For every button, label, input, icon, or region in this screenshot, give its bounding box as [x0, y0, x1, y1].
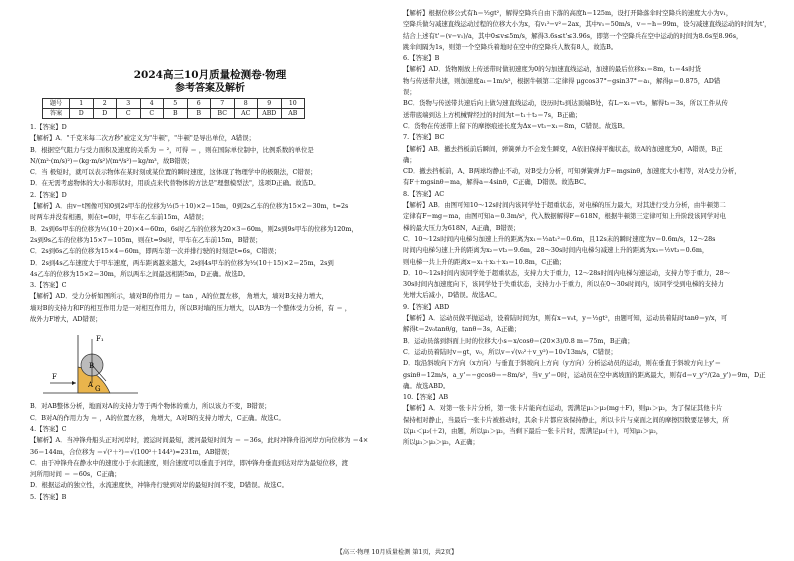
answer-cell: C — [117, 109, 141, 119]
question-number: 4 — [140, 99, 164, 109]
text-line: 结合上述有t'＝(v−v₁)/a，其中0≤v≤5m/s，解得3.6s≤t'≤3.96s，即第一个空降兵在空中运动的时间为8.6s至8.96s， — [403, 31, 743, 40]
right-column — [403, 8, 777, 449]
text-line: D．在无需考虑物体的大小和形状时，用质点来代替物体的方法是"理想模型法"，选项D正确。故选D。 — [30, 179, 320, 188]
text-line: N/(m²·(m/s)²)＝(kg·m/s²)/(m⁴/s²)＝kg/m³，故B错误； — [30, 156, 194, 165]
text-line: B．2s到6s甲车的位移为½(10＋20)×4＝60m，6s时乙车的位移为20×3＝60m，则2s到9s甲车的位移为120m， — [30, 224, 358, 233]
label-g: G — [95, 385, 101, 394]
answer-cell: D — [70, 109, 94, 119]
answer-cell: BC — [211, 109, 235, 119]
page-subtitle: 参考答案及解析 — [175, 83, 245, 94]
text-line: 36＝144m，合位移为 ＝√(²＋²)＝√(100²＋144²)≈231m，AB错误； — [30, 447, 234, 456]
text-line: 河所用时间 ＝ ＝60s，C正确； — [30, 470, 121, 479]
text-line: B．根据空气阻力与受力面积及速度的关系为 ＝ ²，可得 ＝ ，则在国际单位制中，比例系数的单位是 — [30, 145, 314, 154]
text-line: 10.【答案】AB — [403, 393, 449, 402]
text-line: D．10～12s时间内该同学处于超重状态，支持力大于重力，12～28s时间内电梯匀速运动，支持力等于重力，28～ — [403, 268, 731, 277]
text-line: C．运动员着陆时v＝gt，v₀，所以v＝√(v₀²＋v_y²)＝10√13m/s，C错误； — [403, 347, 617, 356]
text-line: 先增大后减小，D错误。故选AC。 — [403, 291, 501, 300]
answer-table-number-row — [43, 99, 305, 109]
text-line: 【解析】A．对第一张卡片分析，第一张卡片能向右运动，需满足μ₁＞μ₂(mg＋F)，则μ₁＞μ₂，为了保证其他卡片 — [403, 404, 723, 413]
text-line: 时间内电梯匀速上升的距离为x₂＝vt₂＝9.6m，28～30s时间内电梯匀减速上升的距离为x₃＝½vt₃＝0.6m， — [403, 246, 709, 255]
text-line: 【解析】A．由v−t图像可知0到2s甲车的位移为½(5＋10)×2＝15m，0到2s乙车的位移为15×2＝30m，t=2s — [30, 202, 349, 211]
text-line: 【解析】AD．受力分析如图所示，墙对B的作用力 ＝ tan ，A的位置左移， 角增大，墙对B支持力增大， — [30, 292, 328, 301]
text-line: 2.【答案】D — [30, 190, 67, 199]
text-line: 8.【答案】AC — [403, 189, 445, 198]
text-line: C．2s到6s乙车的位移为15×4＝60m，即两车第一次并排行驶的时刻是t=6s，C错误； — [30, 247, 281, 256]
text-line: 7.【答案】BC — [403, 133, 445, 142]
text-line: C．货物在传送带上留下的摩擦痕迹长度为Δx＝vt₁−x₁＝8m，C错误。故选B。 — [403, 121, 629, 130]
text-line: 所以μ₁＞μ₃＞μ₂，A正确； — [403, 438, 479, 447]
text-line: 5.【答案】B — [30, 492, 67, 501]
text-line: 【解析】AD．货物刚放上传送带时做初速度为0的匀加速直线运动，加速的最后位移x₁＝8m，t₁＝4s时货 — [403, 65, 702, 74]
answer-cell: B — [187, 109, 211, 119]
text-line: 6.【答案】B — [403, 54, 440, 63]
text-line: 【解析】A．"千克米每二次方秒"被定义为"牛顿"，"牛顿"是导出单位，A错误； — [30, 134, 255, 143]
text-line: 3.【答案】C — [30, 281, 67, 290]
question-number: 5 — [164, 99, 188, 109]
text-line: 物与传送带共速，则加速度a₁＝1m/s²，根据牛顿第二定律得 μgcos37°−gsin37°＝a₁，解得μ＝0.875，AD错 — [403, 76, 721, 85]
text-line: D．根据运动的独立性，水流速度快，冲锋舟行驶到对岸的最短时间不变，D错误。故选C。 — [30, 481, 288, 490]
text-line: 【解析】A．当冲锋舟船头正对河岸时，渡运时间最短，渡河最短时间为 ＝ ＝36s，此时冲锋舟沿河岸方向位移为 ＝4× — [30, 436, 369, 445]
label-force: F — [52, 373, 57, 382]
text-line: 有F＋mgsinθ＝ma，解得a＝4sinθ，C正确，D错误。故选BC。 — [403, 178, 591, 187]
question-number: 1 — [70, 99, 94, 109]
text-line: 则电梯一共上升的距离x＝x₁＋x₂＋x₃＝10.8m，C正确； — [403, 257, 566, 266]
text-line: 保持相对静止，当最后一张卡片被推动时，其余卡片都应该保持静止，所以卡片与桌面之间的摩擦因数要足够大，所 — [403, 415, 729, 424]
label-f1: F₁ — [96, 335, 104, 344]
text-line: 【解析】A．运动员做平抛运动，设着陆时间为t，则有x＝v₀t，y＝½gt²，由题可知，运动员着陆时tanθ＝y/x，可 — [403, 314, 728, 323]
text-line: C．当 极短时，就可以表示物体在某时刻或某位置的瞬时速度，这体现了物理学中的极限法，C错误； — [30, 168, 317, 177]
question-number: 2 — [93, 99, 117, 109]
text-line: B．运动员落到斜面上时的位移大小s＝x/cosθ＝(20×3)/0.8 m＝75m，B正确； — [403, 336, 634, 345]
page-title: 2024高三10月质量检测卷·物理 — [133, 69, 287, 81]
text-line: 【解析】AB．撤去挡板前后瞬间，弹簧弹力不会发生瞬变，A依旧保持平衡状态，故A的加速度为0，A错误，B正 — [403, 144, 723, 153]
text-line: 9.【答案】ABD — [403, 302, 450, 311]
row-label: 答案 — [43, 109, 70, 119]
text-line: 确； — [403, 155, 416, 164]
text-line: C．B对A的作用力为 ＝ ，A的位置左移， 角增大，A对B的支持力增大，C正确。故选C。 — [30, 413, 285, 422]
text-line: 跳伞间隔为1s，则第一个空降兵着地时在空中的空降兵人数有8人，故选B。 — [403, 42, 618, 51]
text-line: 【解析】根据位移公式有h＝½gt²，解得空降兵自由下落的高度h＝125m，设打开降落伞时空降兵的速度大小为v₁， — [403, 9, 733, 17]
text-line: 4.【答案】C — [30, 424, 67, 433]
text-line: gsinθ＝12m/s，a_y'＝−gcosθ＝−8m/s²，当v_y'＝0时，运动员在空中离坡面的距离最大，则有d＝v_y'²/(2a_y')＝9m，D正 — [403, 370, 766, 379]
text-line: 解得t＝2v₀tanθ/g，tanθ＝3s，A正确； — [403, 325, 521, 334]
label-b: B — [89, 362, 95, 371]
answer-cell: ABD — [258, 109, 282, 119]
text-line: CD．撤去挡板前，A、B两球均静止不动，对B受力分析，可知弹簧弹力F＝mgsinθ，加速度大小相等，对A受力分析， — [403, 167, 741, 176]
page-footer: 【高三·物理 10月质量检测 第1页，共2页】 — [336, 549, 458, 556]
text-line: 以μ₁＜μ₂(＋2)，由题，所以μ₁＞μ₂，当剩下最后一张卡片时，需满足μ₂(＋)，可知μ₁＞μ₂， — [403, 426, 663, 435]
text-line: 梯的最大压力为618N，A正确，B错误； — [403, 223, 520, 232]
text-line: 【解析】AB．由图可知10～12s时间内该同学处于超重状态，对电梯的压力最大，对其进行受力分析，由牛顿第二 — [403, 201, 726, 210]
answer-cell: B — [164, 109, 188, 119]
text-line: 4s乙车的位移为15×2＝30m，所以两车之间最远相距5m，D正确。故选D。 — [30, 269, 250, 278]
answer-table-answer-row — [43, 109, 305, 119]
answer-cell: C — [140, 109, 164, 119]
text-line: BC．货物与传送带共速后向上做匀速直线运动，设历时t₂到达顶端B处，有L−x₁＝vt₂，解得t₂＝3s，所以工件从传 — [403, 99, 728, 108]
text-line: 2s到9s乙车的位移为15×7＝105m，则在t=9s时，甲车在乙车前15m，B错误； — [30, 235, 262, 244]
row-label: 题号 — [43, 99, 70, 109]
answer-cell: D — [93, 109, 117, 119]
text-line: 误； — [403, 88, 416, 97]
label-a: A — [88, 381, 94, 390]
text-line: 空降兵做匀减速直线运动过程的位移大小为x，有v₁²−v²＝2ax，其中v₁＝50m/s，v＝−h＝99m，设匀减速直线运动的时间为t'， — [403, 20, 771, 29]
text-line: D．2s到4s乙车速度大于甲车速度，两车距离越来越大，2s到4s甲车的位移为½(10＋15)×2＝25m，2s到 — [30, 258, 334, 267]
answer-cell: AC — [234, 109, 258, 119]
text-line: 送带底端到达上方机械臂经过的时间为t＝t₁＋t₂＝7s，B正确； — [403, 110, 582, 119]
text-line: D．取沿斜坡向下方向（x方向）与垂直于斜坡向上方向（y方向）分析运动员的运动，则在垂直于斜坡方向上y'＝ — [403, 359, 722, 368]
text-line: C．10～12s时间内电梯匀加速上升的距离为x₁＝½at₁²＝0.6m，且12s末的瞬时速度为v＝0.6m/s，12～28s — [403, 234, 716, 243]
force-diagram-svg — [38, 327, 148, 399]
text-line: 墙对B的支持力和F的相互作用力是一对相互作用力，所以B对墙的压力增大，以AB为一个整体受力分析，有 ＝ ， — [30, 303, 352, 312]
text-line: 30s时间内加速度向下，该同学处于失重状态，支持力小于重力，所以在0～30s时间内，该同学受到电梯的支持力 — [403, 280, 724, 289]
question-number: 10 — [281, 99, 305, 109]
answer-cell: AB — [281, 109, 305, 119]
question-number: 6 — [187, 99, 211, 109]
force-diagram — [38, 327, 390, 399]
text-line: 确。故选ABD。 — [403, 381, 450, 390]
text-line: C．由于冲锋舟在静水中的速度小于水流速度，则合速度可以垂直于河岸，即冲锋舟垂直到达对岸为最短位移，渡 — [30, 458, 349, 467]
text-line: 定律有F−mg＝ma，由图可知a＝0.3m/s²，代入数据解得F＝618N，根据牛顿第三定律可知上升阶段该同学对电 — [403, 212, 726, 221]
text-line: 1.【答案】D — [30, 123, 67, 131]
left-column — [30, 8, 390, 503]
text-line: 故外力F增大，AD错误； — [30, 315, 102, 324]
answer-table — [42, 98, 305, 119]
question-number: 9 — [258, 99, 282, 109]
text-line: 时两车并没有相遇，则在t=0时，甲车在乙车前15m，A错误； — [30, 213, 208, 222]
question-number: 3 — [117, 99, 141, 109]
question-number: 7 — [211, 99, 235, 109]
text-line: B．对AB整体分析，地面对A的支持力等于两个物体的重力，所以该力不变，B错误； — [30, 402, 271, 411]
question-number: 8 — [234, 99, 258, 109]
